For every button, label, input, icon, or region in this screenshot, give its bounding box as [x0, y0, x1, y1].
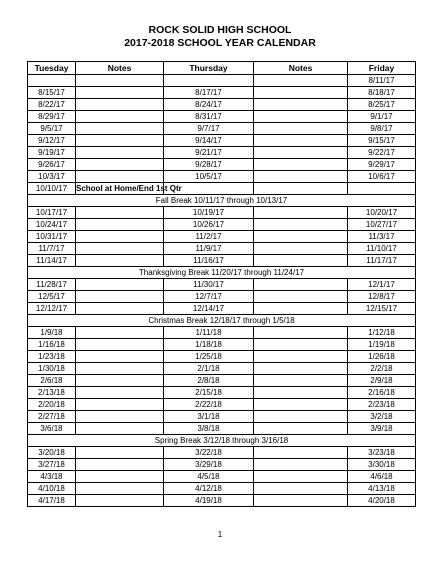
table-row	[28, 411, 416, 423]
table-row	[28, 231, 416, 243]
notes-cell	[76, 99, 164, 111]
notes-cell	[254, 471, 348, 483]
tuesday-cell: 9/19/17	[28, 147, 76, 159]
header-notes-1: Notes	[76, 62, 164, 75]
thursday-cell: 10/26/17	[164, 219, 254, 231]
notes-cell	[76, 375, 164, 387]
thursday-cell: 4/19/18	[164, 495, 254, 507]
table-row	[28, 399, 416, 411]
tuesday-cell: 9/5/17	[28, 123, 76, 135]
notes-cell	[254, 423, 348, 435]
notes-cell	[254, 183, 348, 195]
table-row	[28, 483, 416, 495]
thursday-cell	[164, 75, 254, 87]
tuesday-cell: 2/27/18	[28, 411, 76, 423]
friday-cell: 8/18/17	[348, 87, 416, 99]
notes-cell	[254, 459, 348, 471]
friday-cell: 8/11/17	[348, 75, 416, 87]
notes-cell: School at Home/End 1st Qtr	[76, 184, 182, 193]
tuesday-cell: 3/27/18	[28, 459, 76, 471]
calendar-body	[28, 75, 416, 507]
tuesday-cell: 11/28/17	[28, 279, 76, 291]
tuesday-cell: 1/9/18	[28, 327, 76, 339]
thursday-cell: 9/28/17	[164, 159, 254, 171]
thursday-cell: 8/17/17	[164, 87, 254, 99]
table-row	[28, 75, 416, 87]
tuesday-cell: 10/10/17	[28, 183, 76, 195]
table-row	[28, 363, 416, 375]
calendar-table	[27, 61, 416, 507]
notes-cell	[76, 243, 164, 255]
header-friday: Friday	[348, 62, 416, 75]
notes-cell	[76, 303, 164, 315]
notes-cell	[254, 87, 348, 99]
notes-cell	[254, 279, 348, 291]
thursday-cell: 3/1/18	[164, 411, 254, 423]
table-row	[28, 183, 416, 195]
thursday-cell: 12/14/17	[164, 303, 254, 315]
header-tuesday: Tuesday	[28, 62, 76, 75]
notes-cell	[254, 495, 348, 507]
tuesday-cell: 11/14/17	[28, 255, 76, 267]
notes-cell	[76, 255, 164, 267]
break-row	[28, 435, 416, 447]
friday-cell: 9/8/17	[348, 123, 416, 135]
tuesday-cell	[28, 75, 76, 87]
friday-cell: 4/20/18	[348, 495, 416, 507]
break-label: Fall Break 10/11/17 through 10/13/17	[28, 195, 416, 207]
table-row	[28, 279, 416, 291]
friday-cell: 3/9/18	[348, 423, 416, 435]
friday-cell: 10/20/17	[348, 207, 416, 219]
header-notes-2: Notes	[254, 62, 348, 75]
thursday-cell: 4/5/18	[164, 471, 254, 483]
friday-cell: 10/27/17	[348, 219, 416, 231]
notes-cell	[254, 231, 348, 243]
header-row	[28, 62, 416, 75]
notes-cell	[76, 399, 164, 411]
table-row	[28, 255, 416, 267]
tuesday-cell: 10/3/17	[28, 171, 76, 183]
tuesday-cell: 8/15/17	[28, 87, 76, 99]
table-row	[28, 111, 416, 123]
notes-cell	[76, 111, 164, 123]
notes-cell	[254, 171, 348, 183]
tuesday-cell: 3/6/18	[28, 423, 76, 435]
notes-cell	[254, 399, 348, 411]
tuesday-cell: 10/31/17	[28, 231, 76, 243]
friday-cell: 9/1/17	[348, 111, 416, 123]
notes-cell	[254, 291, 348, 303]
friday-cell: 9/22/17	[348, 147, 416, 159]
thursday-cell: 11/2/17	[164, 231, 254, 243]
tuesday-cell: 2/20/18	[28, 399, 76, 411]
notes-cell	[254, 159, 348, 171]
notes-cell	[76, 327, 164, 339]
thursday-cell: 1/18/18	[164, 339, 254, 351]
break-label: Thanksgiving Break 11/20/17 through 11/24/17	[28, 267, 416, 279]
notes-cell	[76, 123, 164, 135]
notes-cell	[76, 447, 164, 459]
tuesday-cell: 8/22/17	[28, 99, 76, 111]
notes-cell	[254, 483, 348, 495]
tuesday-cell: 4/3/18	[28, 471, 76, 483]
thursday-cell: 3/29/18	[164, 459, 254, 471]
tuesday-cell: 2/6/18	[28, 375, 76, 387]
table-row	[28, 471, 416, 483]
table-row	[28, 423, 416, 435]
table-row	[28, 207, 416, 219]
page-number: 1	[217, 530, 223, 539]
thursday-cell: 11/9/17	[164, 243, 254, 255]
notes-cell	[254, 303, 348, 315]
table-row	[28, 447, 416, 459]
friday-cell: 3/23/18	[348, 447, 416, 459]
tuesday-cell: 1/16/18	[28, 339, 76, 351]
notes-cell	[76, 459, 164, 471]
table-row	[28, 375, 416, 387]
tuesday-cell: 12/12/17	[28, 303, 76, 315]
tuesday-cell: 1/23/18	[28, 351, 76, 363]
friday-cell: 3/2/18	[348, 411, 416, 423]
notes-cell	[76, 87, 164, 99]
thursday-cell: 8/24/17	[164, 99, 254, 111]
notes-cell	[76, 339, 164, 351]
break-label: Christmas Break 12/18/17 through 1/5/18	[28, 315, 416, 327]
table-row	[28, 243, 416, 255]
header-thursday: Thursday	[164, 62, 254, 75]
notes-cell	[76, 159, 164, 171]
notes-cell	[76, 75, 164, 87]
table-row	[28, 291, 416, 303]
notes-cell	[76, 279, 164, 291]
notes-cell	[254, 255, 348, 267]
thursday-cell: 3/8/18	[164, 423, 254, 435]
tuesday-cell: 1/30/18	[28, 363, 76, 375]
notes-cell	[76, 171, 164, 183]
table-row	[28, 339, 416, 351]
notes-cell	[254, 135, 348, 147]
tuesday-cell: 8/29/17	[28, 111, 76, 123]
tuesday-cell: 9/12/17	[28, 135, 76, 147]
friday-cell: 2/16/18	[348, 387, 416, 399]
table-row	[28, 87, 416, 99]
thursday-cell: 2/8/18	[164, 375, 254, 387]
notes-cell	[76, 231, 164, 243]
notes-cell	[76, 207, 164, 219]
table-row	[28, 159, 416, 171]
table-row	[28, 327, 416, 339]
thursday-cell: 1/25/18	[164, 351, 254, 363]
tuesday-cell: 10/17/17	[28, 207, 76, 219]
calendar-subtitle: 2017-2018 SCHOOL YEAR CALENDAR	[124, 37, 316, 49]
notes-cell	[254, 123, 348, 135]
friday-cell: 1/26/18	[348, 351, 416, 363]
friday-cell: 8/25/17	[348, 99, 416, 111]
friday-cell: 12/1/17	[348, 279, 416, 291]
notes-cell	[254, 411, 348, 423]
tuesday-cell: 4/17/18	[28, 495, 76, 507]
tuesday-cell: 10/24/17	[28, 219, 76, 231]
notes-cell	[254, 207, 348, 219]
thursday-cell: 9/14/17	[164, 135, 254, 147]
table-row	[28, 459, 416, 471]
friday-cell: 9/15/17	[348, 135, 416, 147]
notes-cell	[254, 363, 348, 375]
notes-cell	[254, 375, 348, 387]
tuesday-cell: 4/10/18	[28, 483, 76, 495]
friday-cell: 1/19/18	[348, 339, 416, 351]
friday-cell: 11/3/17	[348, 231, 416, 243]
notes-cell	[254, 219, 348, 231]
school-title: ROCK SOLID HIGH SCHOOL	[148, 24, 292, 36]
notes-cell	[76, 387, 164, 399]
friday-cell: 2/9/18	[348, 375, 416, 387]
table-row	[28, 99, 416, 111]
table-row	[28, 495, 416, 507]
notes-cell	[76, 147, 164, 159]
notes-cell	[76, 471, 164, 483]
notes-cell	[76, 411, 164, 423]
table-row	[28, 387, 416, 399]
friday-cell: 12/15/17	[348, 303, 416, 315]
break-row	[28, 315, 416, 327]
notes-cell	[254, 111, 348, 123]
table-row	[28, 147, 416, 159]
notes-cell	[254, 387, 348, 399]
thursday-cell: 9/21/17	[164, 147, 254, 159]
friday-cell: 2/2/18	[348, 363, 416, 375]
notes-cell	[76, 135, 164, 147]
table-row	[28, 171, 416, 183]
thursday-cell: 9/7/17	[164, 123, 254, 135]
tuesday-cell: 9/26/17	[28, 159, 76, 171]
friday-cell	[348, 183, 416, 195]
thursday-cell: 10/5/17	[164, 171, 254, 183]
thursday-cell: 2/15/18	[164, 387, 254, 399]
thursday-cell: 11/16/17	[164, 255, 254, 267]
notes-cell	[254, 99, 348, 111]
notes-cell	[254, 75, 348, 87]
notes-cell	[76, 291, 164, 303]
tuesday-cell: 12/5/17	[28, 291, 76, 303]
table-row	[28, 219, 416, 231]
thursday-cell: 2/1/18	[164, 363, 254, 375]
notes-cell	[254, 147, 348, 159]
thursday-cell: 4/12/18	[164, 483, 254, 495]
thursday-cell: 3/22/18	[164, 447, 254, 459]
notes-cell	[254, 243, 348, 255]
notes-cell	[76, 363, 164, 375]
tuesday-cell: 3/20/18	[28, 447, 76, 459]
notes-cell	[254, 339, 348, 351]
friday-cell: 11/10/17	[348, 243, 416, 255]
notes-cell	[76, 219, 164, 231]
friday-cell: 3/30/18	[348, 459, 416, 471]
thursday-cell: 2/22/18	[164, 399, 254, 411]
tuesday-cell: 11/7/17	[28, 243, 76, 255]
table-row	[28, 351, 416, 363]
notes-cell	[76, 483, 164, 495]
table-row	[28, 123, 416, 135]
thursday-cell: 8/31/17	[164, 111, 254, 123]
thursday-cell: 11/30/17	[164, 279, 254, 291]
break-row	[28, 195, 416, 207]
notes-cell	[76, 423, 164, 435]
friday-cell: 4/6/18	[348, 471, 416, 483]
thursday-cell: 12/7/17	[164, 291, 254, 303]
friday-cell: 4/13/18	[348, 483, 416, 495]
friday-cell: 2/23/18	[348, 399, 416, 411]
tuesday-cell: 2/13/18	[28, 387, 76, 399]
friday-cell: 11/17/17	[348, 255, 416, 267]
friday-cell: 9/29/17	[348, 159, 416, 171]
notes-cell	[254, 351, 348, 363]
table-row	[28, 303, 416, 315]
friday-cell: 10/6/17	[348, 171, 416, 183]
break-row	[28, 267, 416, 279]
table-row	[28, 135, 416, 147]
notes-cell	[76, 351, 164, 363]
friday-cell: 12/8/17	[348, 291, 416, 303]
thursday-cell: 1/11/18	[164, 327, 254, 339]
notes-cell	[254, 327, 348, 339]
notes-cell	[76, 495, 164, 507]
notes-cell	[254, 447, 348, 459]
thursday-cell: 10/19/17	[164, 207, 254, 219]
friday-cell: 1/12/18	[348, 327, 416, 339]
break-label: Spring Break 3/12/18 through 3/16/18	[28, 435, 416, 447]
